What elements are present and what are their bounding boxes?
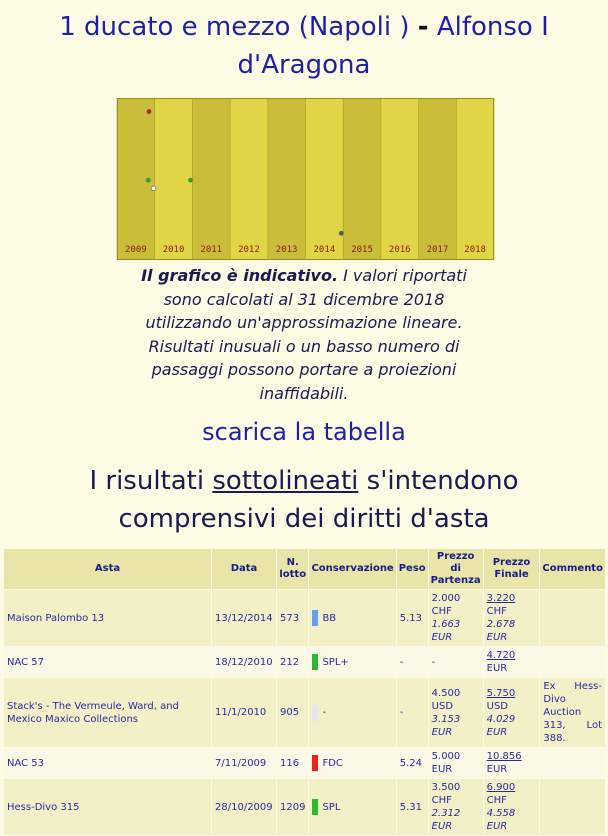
cell-conservazione [309,590,395,646]
final-price-line [487,592,537,618]
page-title [0,8,608,84]
header-commento[interactable]: Commento [540,549,605,589]
cell-data: 11/1/2010 [212,678,276,747]
condition-grade: - [322,707,327,718]
cell-finale [484,647,540,677]
condition-color-bar [312,654,318,670]
cell-data: 13/12/2014 [212,590,276,646]
condition-color-bar [312,610,318,626]
cell-asta[interactable]: NAC 53 [4,748,211,778]
cell-finale [484,779,540,835]
chart-year-label: 2012 [238,245,260,255]
final-price-currency: CHF [486,795,507,806]
cell-lotto: 1209 [277,779,308,835]
chart-year-band [155,98,193,260]
start-price: 2.000 CHF [431,593,461,617]
title-separator: - [417,12,429,42]
table-row [4,647,605,677]
conservazione-wrap [312,654,392,670]
chart-note [120,264,488,405]
header-asta[interactable]: Asta [4,549,211,589]
chart-point-white [151,186,156,191]
cell-conservazione [309,779,395,835]
chart-year-label: 2018 [464,245,486,255]
final-price-eur: 4.029 EUR [486,713,516,738]
chart-year-band [192,98,230,260]
cell-commento: Ex Hess-Divo Auction 313, Lot 388. [540,678,605,747]
table-row [4,779,605,835]
final-price: 6.900 [486,782,516,793]
header-lotto[interactable]: N. lotto [277,549,308,589]
final-price-currency: EUR [486,663,508,674]
final-price: 10.856 [486,751,522,762]
chart-point-green [146,178,151,183]
chart-year-band [306,98,344,260]
chart-year-label: 2010 [162,245,185,255]
start-price-eur: 2.312 EUR [431,808,461,832]
conservazione-wrap [312,705,392,721]
cell-peso: - [397,647,428,677]
conservazione-wrap [312,755,392,771]
cell-finale [484,748,540,778]
condition-grade: FDC [322,757,343,769]
table-row [4,678,605,747]
chart-year-label: 2014 [313,245,336,255]
chart-note-text: I valori riportati sono calcolati al 31 dicembre 2018 utilizzando un'approssimazione lineare. Risultati inusuali o un basso numero di passaggi possono portare a proiezioni inaffidabili. [145,266,467,403]
cell-data: 7/11/2009 [212,748,276,778]
cell-commento [540,590,605,646]
cell-conservazione [309,647,395,677]
conservazione-wrap [312,799,392,815]
cell-lotto: 212 [277,647,308,677]
start-price: 5.000 EUR [431,751,461,775]
final-price-line [487,649,537,675]
condition-grade: BB [322,612,337,624]
condition-grade: SPL [322,801,341,813]
cell-asta[interactable]: Maison Palombo 13 [4,590,211,646]
cell-finale [484,678,540,747]
cell-peso: 5.24 [397,748,428,778]
ruler-link[interactable]: Alfonso I d'Aragona [237,12,549,80]
chart-year-band [456,98,494,260]
start-price: 4.500 USD [431,687,461,712]
cell-data: 18/12/2010 [212,647,276,677]
cell-peso: - [397,678,428,747]
chart-year-label: 2017 [426,245,449,255]
cell-partenza [429,748,483,778]
price-chart [117,98,494,260]
cell-conservazione [309,748,395,778]
chart-svg [117,98,494,260]
chart-year-label: 2011 [200,245,223,255]
condition-color-bar [312,799,318,815]
cell-partenza [429,647,483,677]
chart-year-band [343,98,381,260]
header-partenza[interactable]: Prezzo di Partenza [429,549,483,589]
start-price-eur: 3.153 EUR [431,713,461,738]
final-price: 3.220 [486,593,516,604]
cell-asta[interactable]: NAC 57 [4,647,211,677]
chart-year-band [230,98,268,260]
chart-year-label: 2016 [388,245,411,255]
cell-partenza [429,779,483,835]
chart-year-label: 2013 [275,245,298,255]
header-conservazione[interactable]: Conservazione [309,549,395,589]
start-price: - [431,656,436,668]
chart-year-band [381,98,419,260]
table-row [4,748,605,778]
final-price-currency: USD [486,700,509,712]
cell-lotto: 116 [277,748,308,778]
cell-partenza [429,590,483,646]
final-price-line [487,687,537,713]
header-data[interactable]: Data [212,549,276,589]
cell-data: 28/10/2009 [212,779,276,835]
cell-asta[interactable]: Hess-Divo 315 [4,779,211,835]
final-price: 4.720 [486,650,516,661]
chart-point-green [188,178,193,183]
conservazione-wrap [312,610,392,626]
download-table-link[interactable]: scarica la tabella [202,418,406,446]
results-subtitle [20,462,588,538]
condition-grade: SPL+ [322,656,349,668]
cell-commento [540,647,605,677]
coin-name: 1 ducato e mezzo (Napoli ) [59,12,410,42]
cell-lotto: 905 [277,678,308,747]
chart-point-blue [339,231,344,236]
condition-color-bar [312,755,318,771]
cell-asta[interactable]: Stack's - The Vermeule, Ward, and Mexico Maxico Collections [4,678,211,747]
auction-results-table [3,548,606,836]
header-peso[interactable]: Peso [397,549,428,589]
condition-color-bar [312,705,318,721]
chart-point-red [147,109,152,114]
cell-finale [484,590,540,646]
chart-year-band [419,98,457,260]
cell-peso: 5.31 [397,779,428,835]
final-price-currency: CHF [486,606,507,617]
chart-year-label: 2015 [351,245,373,255]
final-price: 5.750 [486,687,516,699]
cell-conservazione [309,678,395,747]
chart-note-bold: Il grafico è indicativo. [141,266,339,285]
final-price-eur: 2.678 EUR [486,619,516,643]
final-price-line [487,750,537,776]
chart-year-label: 2009 [125,245,147,255]
subtitle-after: s'intendono comprensivi dei diritti d'asta [118,466,519,534]
start-price: 3.500 CHF [431,782,461,806]
cell-partenza [429,678,483,747]
cell-lotto: 573 [277,590,308,646]
cell-commento [540,779,605,835]
table-header-row [4,549,605,589]
header-finale[interactable]: Prezzo Finale [484,549,540,589]
cell-peso: 5.13 [397,590,428,646]
final-price-eur: 4.558 EUR [486,808,516,832]
final-price-currency: EUR [486,764,508,775]
subtitle-underlined: sottolineati [212,466,359,496]
cell-commento [540,748,605,778]
start-price-eur: 1.663 EUR [431,619,461,643]
table-row [4,590,605,646]
subtitle-before: I risultati [89,466,213,496]
chart-year-band [268,98,306,260]
final-price-line [487,781,537,807]
